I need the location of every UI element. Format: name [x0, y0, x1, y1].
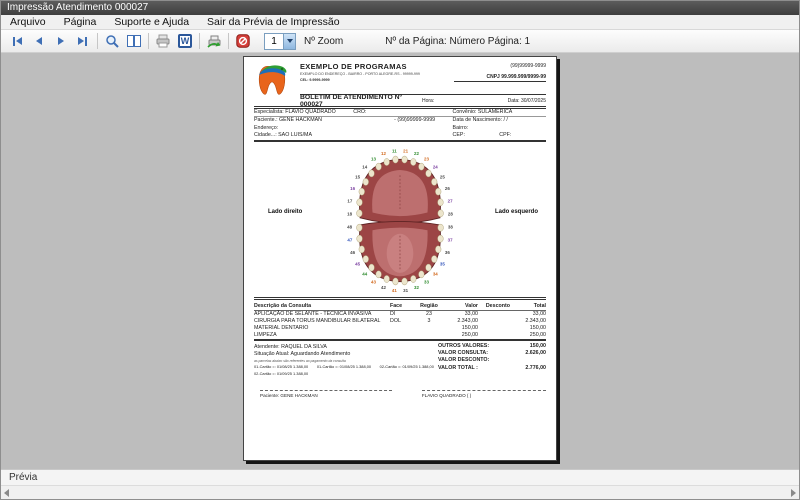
preview-area[interactable]: [1, 53, 799, 469]
chevron-down-icon[interactable]: [283, 34, 295, 49]
svg-text:36: 36: [444, 249, 450, 255]
toolbar-separator: [148, 33, 149, 49]
bulletin-row: [300, 95, 546, 106]
svg-text:33: 33: [424, 279, 429, 285]
printer-icon: [155, 34, 171, 48]
exit-icon: [236, 34, 250, 48]
specialist-row: [254, 109, 546, 117]
data-label: Data: 30/07/2025: [507, 97, 546, 104]
outros-valores-line: OUTROS VALORES: 150,00: [438, 343, 546, 349]
svg-text:32: 32: [414, 284, 419, 290]
odontogram-svg: [298, 145, 502, 296]
svg-text:13: 13: [371, 156, 376, 162]
toolbar-separator: [199, 33, 200, 49]
last-page-button[interactable]: [72, 32, 94, 51]
convenio: Convênio: SULAMERICA: [452, 108, 513, 115]
table-row: MATERIAL DENTARIO 150,00 150,00: [254, 324, 546, 331]
svg-text:46: 46: [350, 249, 356, 255]
toolbar: [1, 30, 799, 53]
svg-text:35: 35: [439, 261, 445, 267]
label-lado-esquerdo: Lado esquerdo: [494, 209, 538, 215]
address-row: [254, 125, 546, 133]
toolbar-separator: [228, 33, 229, 49]
previous-page-icon: [36, 37, 42, 45]
word-icon: W: [178, 34, 192, 48]
section-rule: [254, 140, 546, 143]
svg-text:16: 16: [350, 186, 356, 192]
svg-text:48: 48: [347, 224, 353, 230]
clinic-tooth-logo: [254, 63, 290, 97]
label-lado-direito: Lado direito: [268, 209, 303, 215]
zoom-select[interactable]: [264, 33, 296, 50]
first-page-button[interactable]: [6, 32, 28, 51]
patient-row: [254, 117, 546, 125]
city-row: [254, 132, 546, 140]
totals-section: [254, 343, 546, 376]
last-page-icon: [78, 37, 84, 45]
especialista: Especialista: FLAVIO QUADRADO: [254, 108, 336, 115]
document-header: [254, 62, 546, 94]
two-pages-button[interactable]: [123, 32, 145, 51]
col-regiao: Região: [420, 302, 438, 309]
parcels-line: 01-Cartão =: 01/08/25 1.388,00 01-Cartão =: 01/08/25 1.388,00 02-Cartão =: 01/09/25 1.388,00: [254, 364, 434, 369]
svg-text:45: 45: [355, 261, 361, 267]
svg-text:34: 34: [432, 271, 438, 277]
situacao-atual: Situação Atual: Aguardando Atendimento: [254, 351, 351, 357]
svg-text:22: 22: [414, 151, 419, 157]
signatures: [254, 390, 546, 398]
company-name: EXEMPLO DE PROGRAMAS: [300, 62, 407, 71]
cro: CRO:: [353, 108, 367, 115]
menu-arquivo[interactable]: Arquivo: [10, 16, 46, 28]
header-phone: (99)99999-9999: [510, 63, 546, 69]
status-bar: [1, 469, 799, 485]
section-rule: [254, 339, 546, 342]
print-button[interactable]: [152, 32, 174, 51]
horizontal-scrollbar[interactable]: [1, 485, 799, 499]
endereco: Endereço:: [254, 124, 279, 131]
svg-text:31: 31: [403, 287, 409, 293]
paciente: Paciente.: GENE HACKMAN: [254, 117, 322, 123]
svg-text:38: 38: [447, 224, 453, 230]
print-setup-button[interactable]: [203, 32, 225, 51]
cidade: Cidade...: SAO LUIS/MA: [254, 132, 312, 138]
svg-text:21: 21: [403, 148, 409, 154]
magnifier-icon: [105, 34, 120, 49]
svg-text:41: 41: [391, 287, 397, 293]
export-word-button[interactable]: [174, 32, 196, 51]
svg-text:43: 43: [371, 279, 376, 285]
svg-text:12: 12: [381, 151, 386, 157]
cep: CEP:: [452, 132, 465, 138]
window-title: Impressão Atendimento 000027: [7, 2, 149, 13]
menu-bar: [1, 15, 799, 30]
svg-text:25: 25: [439, 174, 445, 180]
page-number-label: Nº da Página: Número Página: 1: [385, 35, 531, 47]
table-row: LIMPEZA 250,00 250,00: [254, 331, 546, 338]
col-desconto: Desconto: [485, 302, 510, 309]
svg-text:14: 14: [362, 164, 368, 170]
zoom-label: Nº Zoom: [304, 35, 344, 47]
zoom-select-value: 1: [271, 35, 277, 47]
company-address: EXEMPLO DO ENDEREÇO - BAIRRO - PORTO ALEGRE-RS - 99999-999: [300, 72, 420, 76]
svg-text:42: 42: [381, 284, 386, 290]
valor-total-line: VALOR TOTAL : 2.776,00: [438, 364, 546, 371]
svg-text:28: 28: [447, 211, 453, 217]
previous-page-button[interactable]: [28, 32, 50, 51]
first-page-icon: [13, 37, 15, 46]
section-rule: [254, 297, 546, 300]
svg-text:17: 17: [347, 198, 353, 204]
nascimento: Data de Nascimento: / /: [452, 117, 508, 123]
bulletin-title: BOLETIM DE ATENDIMENTO Nº 000027: [300, 93, 403, 108]
scroll-right-icon[interactable]: [791, 489, 796, 497]
col-face: Face: [390, 302, 403, 309]
svg-text:18: 18: [347, 211, 353, 217]
parcels-note: as parcelas abaixo são referentes ao pagamento da consulta: [254, 359, 346, 363]
signature-patient: Paciente: GENE HACKMAN: [260, 390, 392, 398]
header-cnpj: CNPJ 99.999.999/9999-99: [454, 74, 546, 82]
svg-text:27: 27: [447, 198, 453, 204]
next-page-icon: [58, 37, 64, 45]
table-row: CIRURGIA PARA TORUS MANDIBULAR BILATERAL DOL 3 2.343,00 2.343,00: [254, 317, 546, 324]
svg-text:47: 47: [347, 237, 353, 243]
next-page-button[interactable]: [50, 32, 72, 51]
svg-text:44: 44: [362, 271, 368, 277]
col-total: Total: [533, 302, 546, 309]
valor-consulta-line: VALOR CONSULTA: 2.626,00: [438, 350, 546, 357]
menu-suporte-ajuda[interactable]: Suporte e Ajuda: [114, 16, 190, 28]
svg-text:24: 24: [432, 164, 438, 170]
valor-desconto-line: VALOR DESCONTO:: [438, 357, 490, 364]
document-page: [243, 56, 557, 461]
hora-label: Hora:: [422, 97, 435, 104]
zoom-button[interactable]: [101, 32, 123, 51]
table-row: APLICAÇÃO DE SELANTE - TÉCNICA INVASIVA DI 23 33,00 33,00: [254, 310, 546, 317]
telefone: - (99)99999-9999: [394, 117, 436, 123]
bairro: Bairro:: [452, 124, 469, 131]
exit-preview-button[interactable]: [232, 32, 254, 51]
titlebar[interactable]: [1, 1, 799, 15]
odontogram: [254, 145, 546, 297]
toolbar-separator: [97, 33, 98, 49]
table-header-row: [254, 302, 546, 311]
col-descricao: Descrição da Consulta: [254, 302, 312, 309]
menu-pagina[interactable]: Página: [63, 16, 97, 28]
scroll-left-icon[interactable]: [4, 489, 9, 497]
svg-text:26: 26: [444, 186, 450, 192]
svg-text:23: 23: [424, 156, 429, 162]
procedures-table: [254, 302, 546, 339]
two-pages-icon: [126, 34, 142, 48]
status-previa: Prévia: [9, 472, 38, 483]
atendente: Atendente: RAQUEL DA SILVA: [254, 344, 327, 350]
svg-text:15: 15: [355, 174, 361, 180]
menu-sair-previa[interactable]: Sair da Prévia de Impressão: [207, 16, 340, 28]
svg-text:37: 37: [447, 237, 453, 243]
svg-text:11: 11: [392, 148, 397, 154]
parcels-line: 02-Cartão =: 01/09/25 1.388,00: [254, 370, 309, 376]
company-phone-line: CEL: 9.9999-9999: [300, 77, 330, 82]
cpf: CPF:: [499, 132, 512, 138]
print-setup-icon: [206, 34, 223, 49]
col-valor: Valor: [465, 302, 478, 309]
signature-dentist: FLAVIO QUADRADO ( ): [422, 390, 546, 398]
